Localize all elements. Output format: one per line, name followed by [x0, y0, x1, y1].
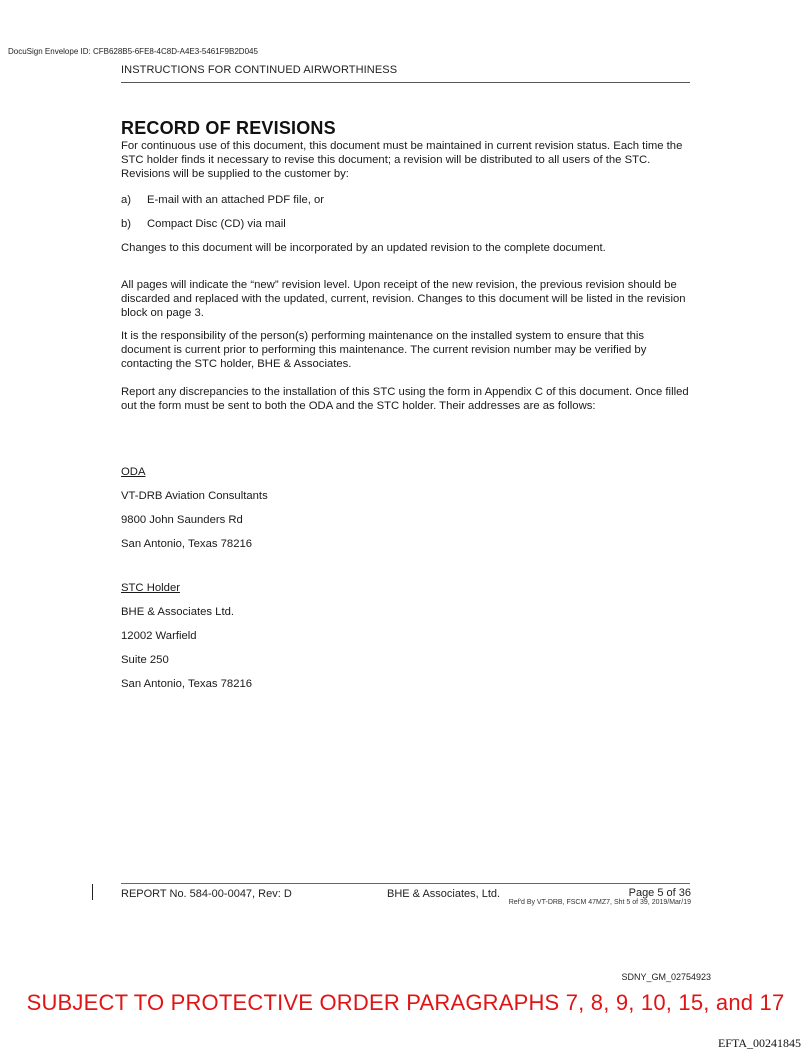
efta-number: EFTA_00241845: [717, 1036, 801, 1050]
responsibility-paragraph: It is the responsibility of the person(s) performing maintenance on the installed system to ensure that this document is current prior to performing this maintenance. The current revision number may be verified by contacting the STC holder, BHE & Associates.: [121, 330, 647, 370]
oda-line: VT-DRB Aviation Consultants: [121, 490, 268, 502]
pages-paragraph: All pages will indicate the “new” revision level. Upon receipt of the new revision, the previous revision should be discarded and replaced with the updated, current, revision. Changes to this document will be listed in the revision block on page 3.: [121, 279, 686, 319]
footer-reference: Ref'd By VT-DRB, FSCM 47MZ7, Sht 5 of 39, 2019/Mar/19: [508, 899, 691, 906]
bates-number: SDNY_GM_02754923: [621, 972, 711, 982]
header-divider: [121, 82, 690, 83]
footer-page-number: Page 5 of 36: [628, 887, 691, 899]
stc-holder-heading: STC Holder: [121, 582, 181, 594]
document-header: INSTRUCTIONS FOR CONTINUED AIRWORTHINESS: [121, 64, 398, 76]
stc-holder-line: 12002 Warfield: [121, 630, 197, 642]
section-title: RECORD OF REVISIONS: [121, 118, 336, 138]
oda-line: 9800 John Saunders Rd: [121, 514, 243, 526]
list-item-cd: Compact Disc (CD) via mail: [147, 218, 286, 230]
footer-divider: [121, 883, 690, 884]
revision-change-bar: [92, 884, 93, 900]
intro-paragraph: For continuous use of this document, this document must be maintained in current revision status. Each time the STC holder finds it necessary to revise this document; a revision will be distributed to all users of the STC. Revisions will be supplied to the customer by:: [121, 140, 683, 180]
changes-paragraph: Changes to this document will be incorporated by an updated revision to the complete document.: [121, 242, 606, 254]
list-marker-a: a): [121, 194, 132, 206]
protective-order-notice: SUBJECT TO PROTECTIVE ORDER PARAGRAPHS 7, 8, 9, 10, 15, and 17: [26, 990, 785, 1015]
footer-report-number: REPORT No. 584-00-0047, Rev: D: [121, 888, 292, 900]
oda-line: San Antonio, Texas 78216: [121, 538, 253, 550]
oda-heading: ODA: [121, 466, 146, 478]
list-item-email: E-mail with an attached PDF file, or: [147, 194, 325, 206]
envelope-id: DocuSign Envelope ID: CFB628B5-6FE8-4C8D-A4E3-5461F9B2D045: [8, 47, 258, 56]
list-marker-b: b): [121, 218, 132, 230]
stc-holder-line: BHE & Associates Ltd.: [121, 606, 235, 618]
report-paragraph: Report any discrepancies to the installation of this STC using the form in Appendix C of this document. Once filled out the form must be sent to both the ODA and the STC holder. Their addresses are as follows:: [121, 386, 689, 412]
stc-holder-line: Suite 250: [121, 654, 169, 666]
footer-company: BHE & Associates, Ltd.: [387, 888, 501, 900]
stc-holder-line: San Antonio, Texas 78216: [121, 678, 253, 690]
